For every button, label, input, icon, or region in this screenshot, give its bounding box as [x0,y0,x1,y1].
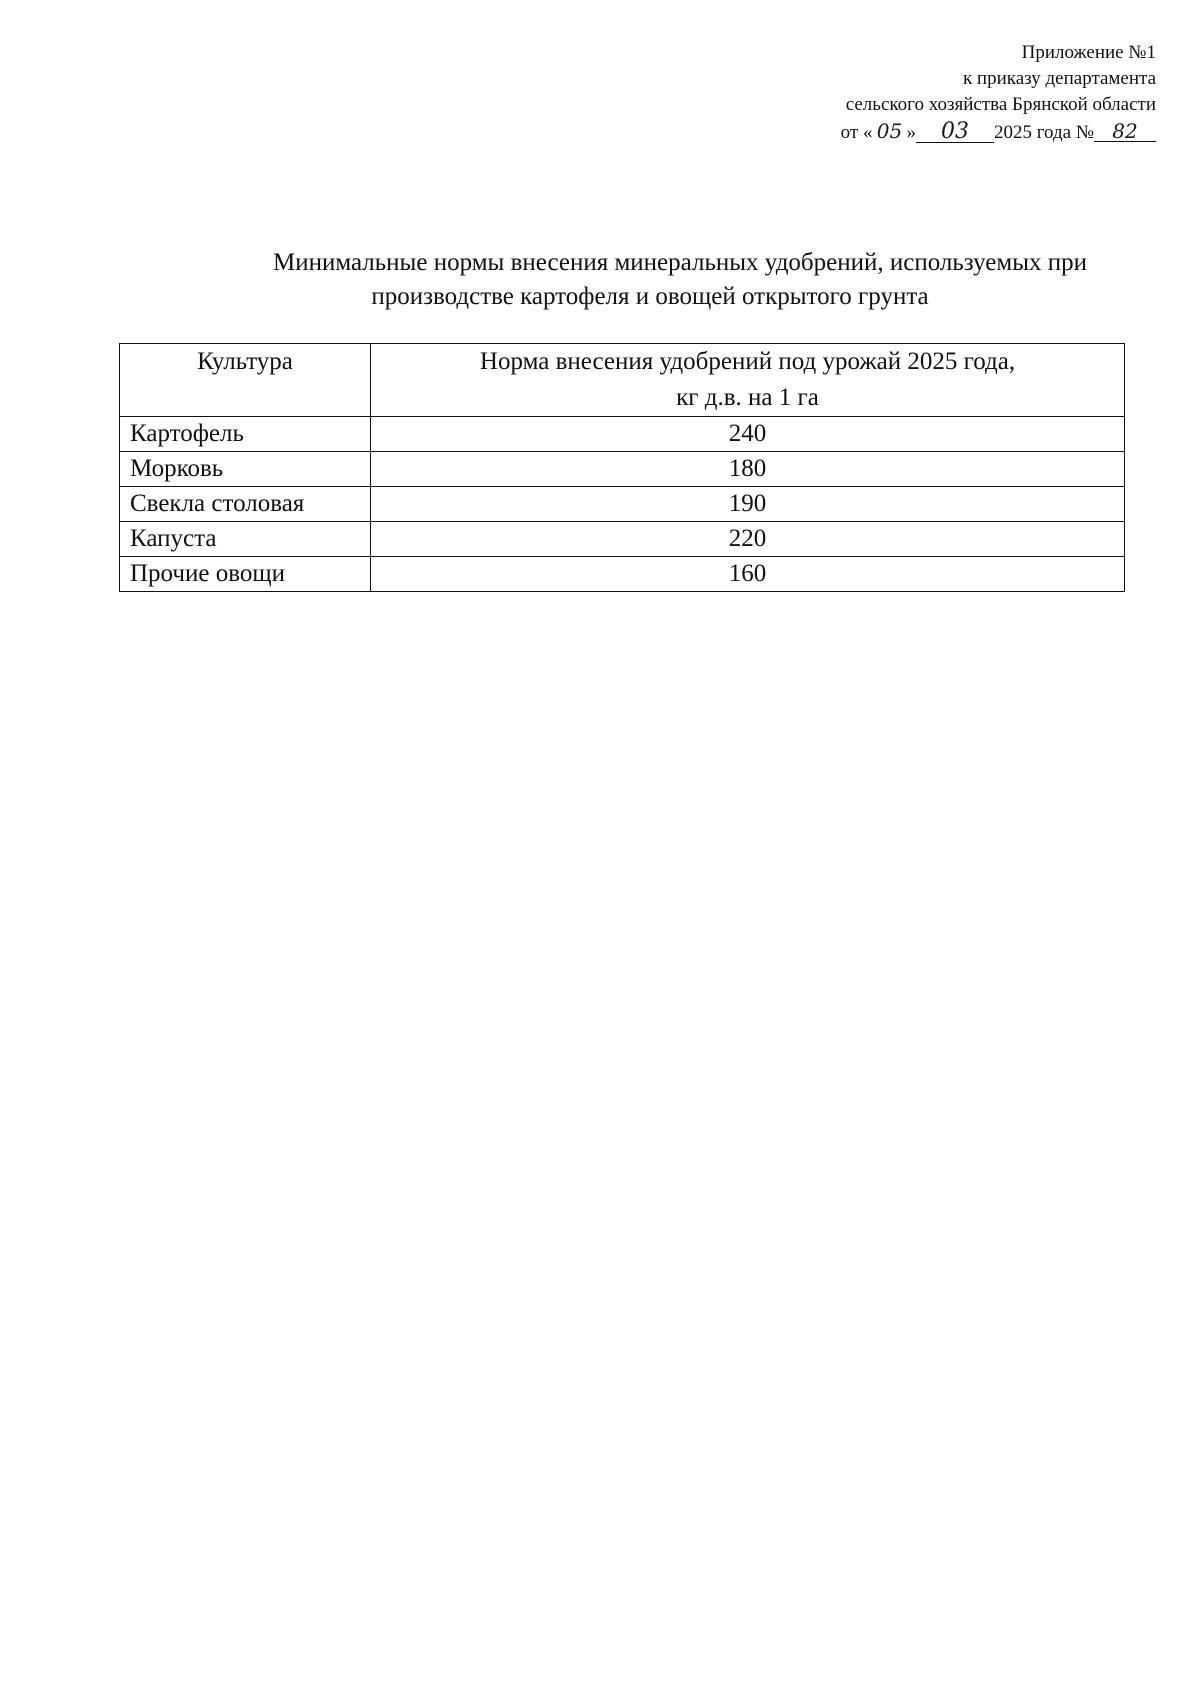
cell-rate: 240 [371,417,1125,452]
appendix-block [841,40,1156,146]
table-row [120,522,1125,557]
table-row [120,487,1125,522]
cell-crop: Картофель [120,417,371,452]
handwritten-day: 05 [876,119,903,143]
header-rate-line-1: Норма внесения удобрений под урожай 2025 года, [479,348,1016,375]
date-year-text: 2025 года № [993,122,1094,143]
appendix-date-line [841,118,1156,146]
fertilizer-norms-table [119,343,1125,592]
cell-rate: 220 [371,522,1125,557]
date-prefix: от « [840,122,873,143]
title-line-2: производстве картофеля и овощей открытого грунта [371,283,929,310]
handwritten-month: 03 [916,122,994,143]
header-rate [371,344,1125,417]
header-crop: Культура [120,344,371,417]
header-rate-line-2: кг д.в. на 1 га [676,384,819,411]
cell-crop: Капуста [120,522,371,557]
handwritten-order-number: 82 [1094,121,1156,142]
cell-crop: Морковь [120,452,371,487]
title-line-1: Минимальные нормы внесения минеральных удобрений, используемых при [272,249,1088,276]
appendix-order-ref: к приказу департамента [962,68,1156,89]
appendix-department: сельского хозяйства Брянской области [845,94,1156,115]
cell-rate: 180 [371,452,1125,487]
table-row [120,452,1125,487]
appendix-title: Приложение №1 [1021,42,1156,63]
cell-crop: Прочие овощи [120,557,371,592]
date-mid: » [906,122,916,143]
table-row [120,557,1125,592]
table-header-row [120,344,1125,417]
cell-rate: 190 [371,487,1125,522]
cell-rate: 160 [371,557,1125,592]
table-row [120,417,1125,452]
document-title [150,246,1150,314]
cell-crop: Свекла столовая [120,487,371,522]
